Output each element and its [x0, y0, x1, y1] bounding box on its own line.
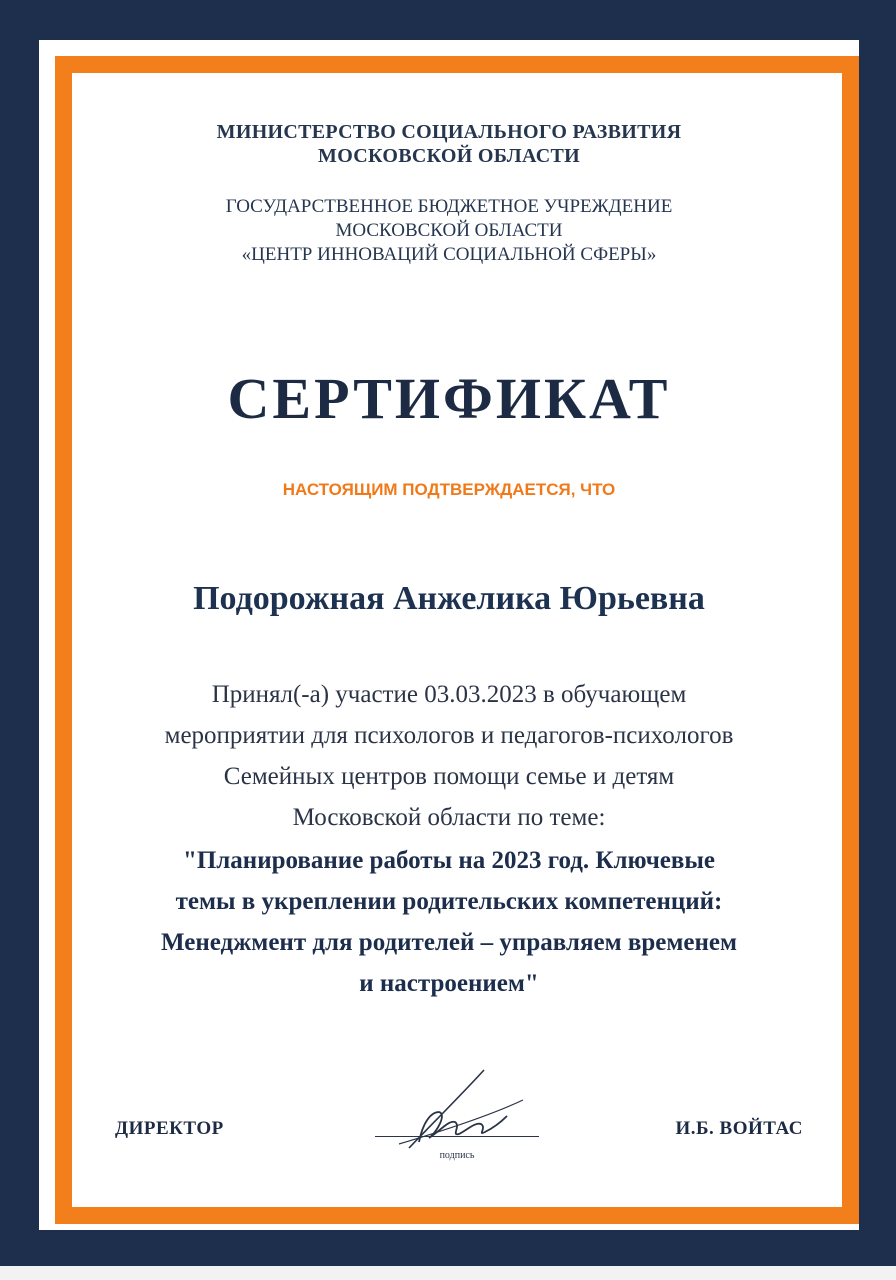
ministry-name	[39, 120, 859, 168]
description-line: Семейных центров помощи семье и детям	[223, 763, 675, 790]
institution-name	[39, 195, 859, 267]
certificate-title: СЕРТИФИКАТ	[227, 366, 671, 431]
ministry-line-2: МОСКОВСКОЙ ОБЛАСТИ	[318, 145, 580, 167]
topic-line: и настроением"	[359, 970, 539, 997]
event-topic	[79, 840, 819, 1004]
topic-line: темы в укреплении родительских компетенций:	[175, 888, 723, 915]
description-line: Московской области по теме:	[292, 804, 606, 831]
topic-line: "Планирование работы на 2023 год. Ключевые	[182, 847, 716, 874]
description-line: Принял(-а) участие 03.03.2023 в обучающем	[211, 681, 687, 708]
signature-image	[389, 1052, 529, 1152]
signature-caption: подпись	[439, 1150, 475, 1161]
certificate-content	[39, 40, 859, 1230]
director-name: И.Б. ВОЙТАС	[675, 1118, 803, 1139]
director-label: ДИРЕКТОР	[115, 1118, 224, 1139]
institution-line-1: ГОСУДАРСТВЕННОЕ БЮДЖЕТНОЕ УЧРЕЖДЕНИЕ	[225, 196, 673, 217]
topic-line: Менеджмент для родителей – управляем временем	[160, 929, 737, 956]
ministry-line-1: МИНИСТЕРСТВО СОЦИАЛЬНОГО РАЗВИТИЯ	[216, 121, 682, 143]
description-line: мероприятии для психологов и педагогов-психологов	[164, 722, 734, 749]
confirmation-text: НАСТОЯЩИМ ПОДТВЕРЖДАЕТСЯ, ЧТО	[282, 480, 616, 499]
institution-line-2: МОСКОВСКОЙ ОБЛАСТИ	[335, 220, 563, 241]
institution-line-3: «ЦЕНТР ИННОВАЦИЙ СОЦИАЛЬНОЙ СФЕРЫ»	[241, 244, 657, 265]
signature-line	[375, 1136, 539, 1137]
recipient-name: Подорожная Анжелика Юрьевна	[193, 580, 705, 617]
description	[79, 674, 819, 838]
certificate-page	[39, 40, 859, 1230]
